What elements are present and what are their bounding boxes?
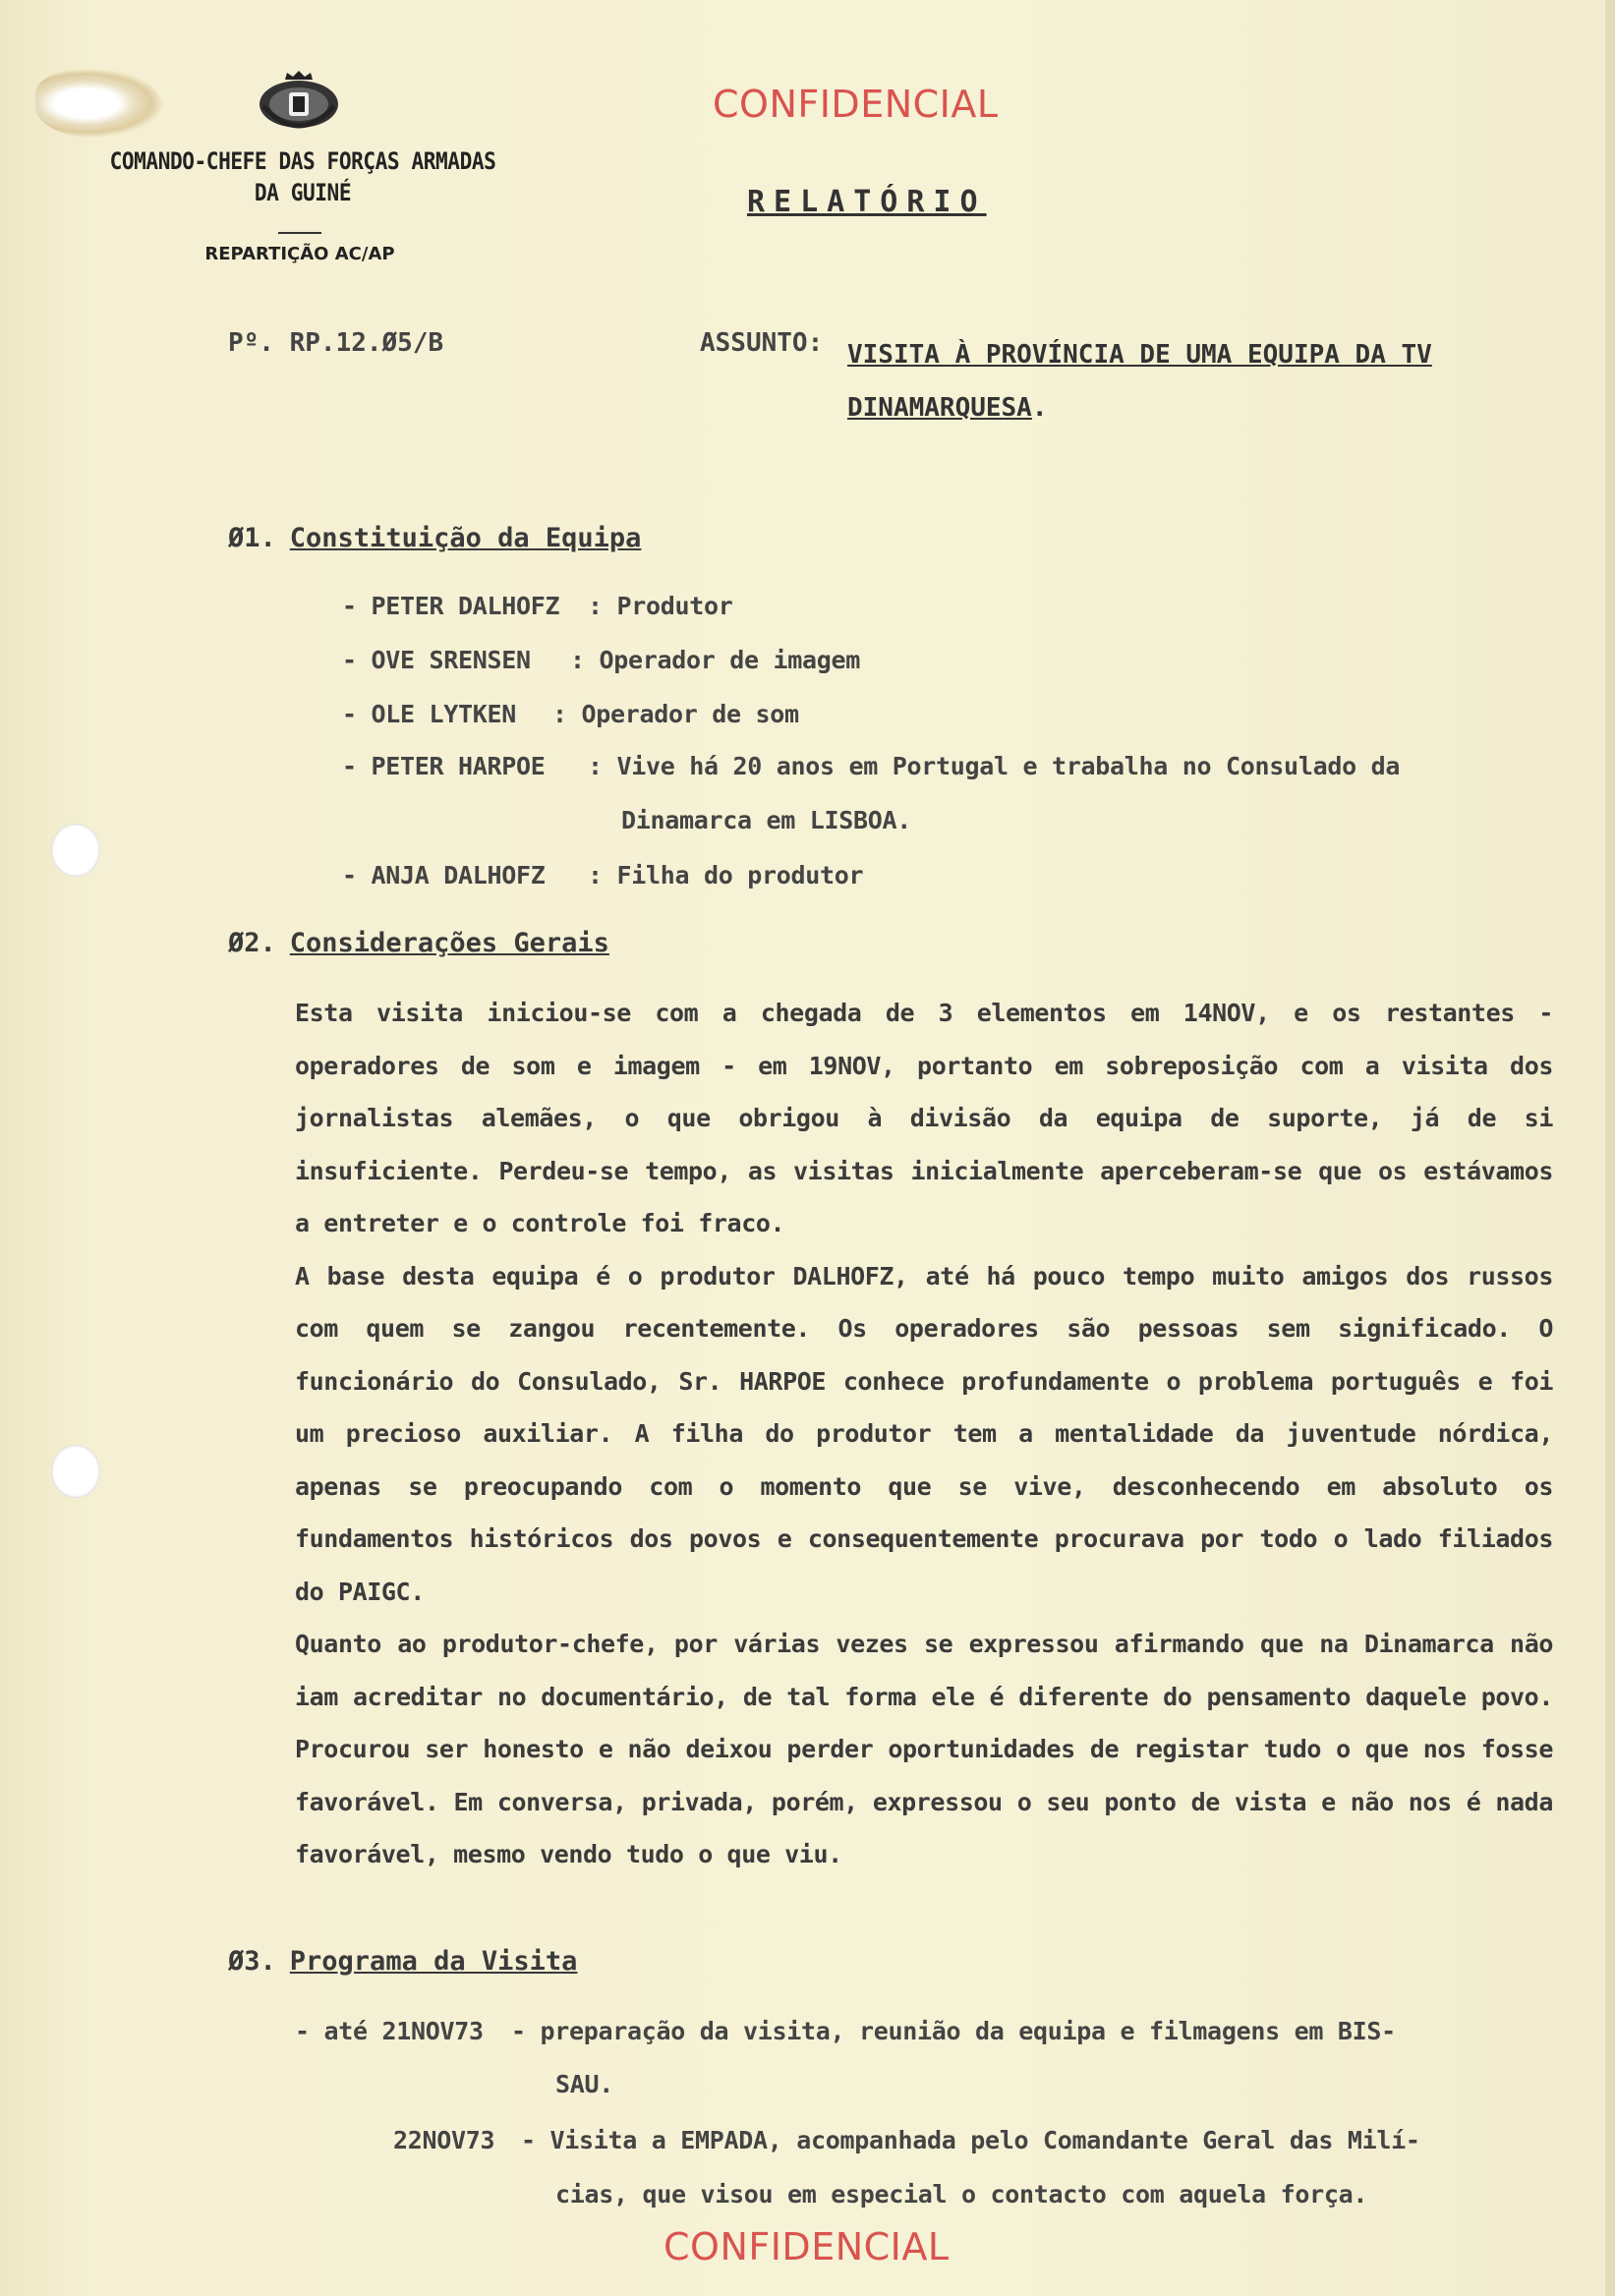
section-number: Ø2. <box>228 928 276 958</box>
reference-number: Pº. RP.12.Ø5/B <box>228 328 444 358</box>
subject-label: ASSUNTO: <box>700 328 824 358</box>
paper-stain <box>35 69 163 138</box>
org-line-2: DA GUINÉ <box>254 179 352 206</box>
team-member-name: - OLE LYTKEN <box>342 700 517 728</box>
letterhead-divider <box>278 232 321 234</box>
team-member-name: - ANJA DALHOFZ <box>342 861 546 890</box>
program-text-continued: SAU. <box>555 2070 614 2098</box>
confidential-stamp-top: CONFIDENCIAL <box>713 83 999 126</box>
program-date: 22NOV73 <box>393 2126 495 2154</box>
section-heading <box>228 1946 577 1977</box>
program-text-continued: cias, que visou em especial o contacto com aquela força. <box>555 2180 1368 2209</box>
subject-line-1: VISITA À PROVÍNCIA DE UMA EQUIPA DA TV <box>847 340 1432 370</box>
section-heading <box>228 523 641 553</box>
page-edge <box>1605 0 1615 2296</box>
team-member-role: : Vive há 20 anos em Portugal e trabalha no Consulado da <box>588 752 1401 780</box>
punch-hole-bottom <box>51 1445 100 1498</box>
team-member-role-continued: Dinamarca em LISBOA. <box>621 806 912 834</box>
subject-text <box>847 328 1526 434</box>
paragraph: Quanto ao produtor-chefe, por várias vezes se expressou afirmando que na Dinamarca não iam acreditar no documentário, de tal forma ele é diferente do pensamento daquele povo. Procurou ser honesto e não deixou perder oportunidades de registar tudo o que nos fosse favorável. Em conversa, privada, porém, expressou o seu ponto de vista e não nos é nada favorável, mesmo vendo tudo o que viu. <box>295 1630 1553 1868</box>
team-member-role: : Produtor <box>588 592 733 620</box>
considerations-body <box>295 987 1553 1881</box>
subject-line-2: DINAMARQUESA <box>847 393 1032 423</box>
team-member-name: - PETER HARPOE <box>342 752 546 780</box>
confidential-stamp-bottom: CONFIDENCIAL <box>663 2225 950 2268</box>
team-member-role: : Filha do produtor <box>588 861 864 890</box>
section-title: Considerações Gerais <box>289 928 609 958</box>
section-title: Constituição da Equipa <box>289 523 642 553</box>
letterhead-organization <box>104 145 502 208</box>
subject-line-2-suffix: . <box>1031 393 1048 423</box>
team-member-role: : Operador de imagem <box>570 646 861 674</box>
paragraph: Esta visita iniciou-se com a chegada de 3 elementos em 14NOV, e os restantes - operadores de som e imagem - em 19NOV, portanto em sobreposição com a visita dos jornalistas alemães, o que obrigou à divisão da equipa de suporte, já de si insuficiente. Perdeu-se tempo, as visitas inicialmente aperceberam-se que os estávamos a entreter e o controle foi fraco. <box>295 999 1553 1237</box>
team-member-name: - PETER DALHOFZ <box>342 592 560 620</box>
team-member-name: - OVE SRENSEN <box>342 646 531 674</box>
team-member-role: : Operador de som <box>552 700 799 728</box>
section-title: Programa da Visita <box>289 1946 578 1977</box>
punch-hole-top <box>51 824 100 877</box>
section-number: Ø1. <box>228 523 276 553</box>
program-text: - preparação da visita, reunião da equipa e filmagens em BIS- <box>511 2017 1396 2045</box>
document-title: RELATÓRIO <box>747 185 987 219</box>
letterhead-department: REPARTIÇÃO AC/AP <box>204 244 395 264</box>
paragraph: A base desta equipa é o produtor DALHOFZ, até há pouco tempo muito amigos dos russos com quem se zangou recentemente. Os operadores são pessoas sem significado. O funcionário do Consulado, Sr. HARPOE conhece profundamente o problema português e foi um precioso auxiliar. A filha do produtor tem a mentalidade da juventude nórdica, apenas se preocupando com o momento que se vive, desconhecendo em absoluto os fundamentos históricos dos povos e consequentemente procurava por todo o lado filiados do PAIGC. <box>295 1261 1553 1606</box>
section-heading <box>228 928 609 958</box>
coat-of-arms-icon <box>254 67 344 136</box>
program-date: - até 21NOV73 <box>295 2017 484 2045</box>
section-number: Ø3. <box>228 1946 276 1977</box>
program-text: - Visita a EMPADA, acompanhada pelo Comandante Geral das Milí- <box>521 2126 1420 2154</box>
org-line-1: COMANDO-CHEFE DAS FORÇAS ARMADAS <box>109 147 496 175</box>
